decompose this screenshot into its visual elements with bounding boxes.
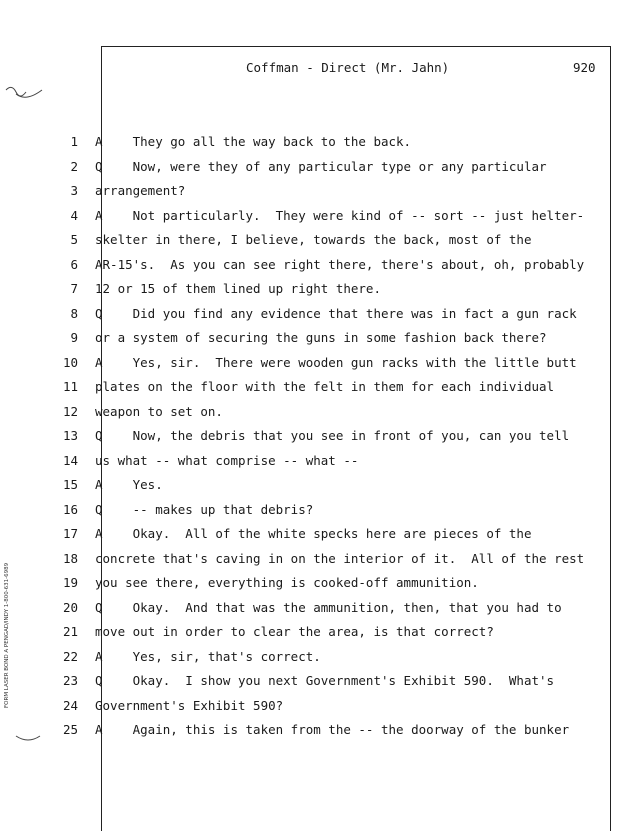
line-number: 23 — [62, 673, 78, 688]
line-number: 5 — [70, 232, 78, 247]
line-text: concrete that's caving in on the interior of it. All of the rest — [95, 550, 585, 566]
transcript-line — [0, 673, 628, 693]
transcript-line — [0, 526, 628, 546]
margin-scribble-top — [2, 80, 46, 108]
line-text: Q Did you find any evidence that there was in fact a gun rack — [95, 305, 577, 321]
line-text: plates on the floor with the felt in them for each individual — [95, 379, 555, 394]
line-text: A Yes, sir. There were wooden gun racks with the little butt — [95, 354, 577, 370]
line-number: 11 — [62, 379, 78, 394]
transcript-line — [0, 257, 628, 277]
line-number: 3 — [70, 183, 78, 198]
header-title: Coffman - Direct (Mr. Jahn) — [246, 60, 450, 75]
top-border-rule — [101, 46, 611, 47]
line-text: A Okay. All of the white specks here are pieces of the — [95, 526, 532, 541]
line-text: or a system of securing the guns in some fashion back there? — [95, 330, 547, 345]
line-text: A Yes. — [95, 477, 163, 492]
line-number: 16 — [62, 501, 78, 517]
transcript-line — [0, 551, 628, 571]
line-text: A They go all the way back to the back. — [95, 134, 412, 149]
line-text: skelter in there, I believe, towards the back, most of the — [95, 232, 532, 247]
line-text: Q Now, the debris that you see in front of you, can you tell — [95, 428, 570, 443]
line-text: A Yes, sir, that's correct. — [95, 648, 321, 664]
line-number: 10 — [62, 354, 78, 370]
line-number: 22 — [62, 648, 78, 664]
transcript-line — [0, 281, 628, 301]
transcript-line — [0, 208, 628, 228]
transcript-line — [0, 600, 628, 620]
line-number: 9 — [70, 330, 78, 345]
transcript-line — [0, 477, 628, 497]
line-number: 25 — [62, 722, 78, 737]
line-text: arrangement? — [95, 183, 186, 198]
transcript-line — [0, 306, 628, 326]
line-text: Q Now, were they of any particular type or any particular — [95, 158, 547, 174]
transcript-line — [0, 379, 628, 399]
line-number: 24 — [62, 697, 78, 713]
transcript-line — [0, 649, 628, 669]
transcript-line — [0, 183, 628, 203]
transcript-line — [0, 502, 628, 522]
line-number: 14 — [62, 452, 78, 468]
line-text: Q Okay. I show you next Government's Exhibit 590. What's — [95, 673, 555, 688]
transcript-line — [0, 722, 628, 742]
transcript-line — [0, 428, 628, 448]
line-number: 20 — [62, 599, 78, 615]
transcript-line — [0, 575, 628, 595]
line-number: 13 — [62, 428, 78, 443]
line-number: 19 — [62, 575, 78, 590]
transcript-line — [0, 404, 628, 424]
line-number: 15 — [62, 477, 78, 492]
line-number: 4 — [70, 207, 78, 223]
line-number: 6 — [70, 256, 78, 272]
line-number: 8 — [70, 305, 78, 321]
transcript-line — [0, 355, 628, 375]
transcript-line — [0, 453, 628, 473]
transcript-line — [0, 624, 628, 644]
line-number: 12 — [62, 403, 78, 419]
line-text: A Not particularly. They were kind of -- sort -- just helter- — [95, 207, 585, 223]
transcript-line — [0, 134, 628, 154]
line-text: weapon to set on. — [95, 403, 223, 419]
line-number: 21 — [62, 624, 78, 639]
line-number: 1 — [70, 134, 78, 149]
transcript-line — [0, 330, 628, 350]
line-number: 2 — [70, 158, 78, 174]
line-text: Government's Exhibit 590? — [95, 697, 284, 713]
line-text: you see there, everything is cooked-off ammunition. — [95, 575, 479, 590]
line-text: Q -- makes up that debris? — [95, 501, 314, 517]
transcript-line — [0, 698, 628, 718]
line-text: A Again, this is taken from the -- the doorway of the bunker — [95, 722, 570, 737]
line-number: 18 — [62, 550, 78, 566]
transcript-line — [0, 159, 628, 179]
line-text: move out in order to clear the area, is that correct? — [95, 624, 494, 639]
line-text: us what -- what comprise -- what -- — [95, 452, 359, 468]
page-number: 920 — [573, 60, 596, 75]
line-text: Q Okay. And that was the ammunition, then, that you had to — [95, 599, 562, 615]
line-number: 7 — [70, 281, 78, 296]
line-text: AR-15's. As you can see right there, there's about, oh, probably — [95, 256, 585, 272]
line-number: 17 — [62, 526, 78, 541]
transcript-line — [0, 232, 628, 252]
form-vendor-side-text: FORM LASER BOND A PENGAD/INDY 1-800-631-6989 — [4, 562, 10, 708]
line-text: 12 or 15 of them lined up right there. — [95, 281, 381, 296]
